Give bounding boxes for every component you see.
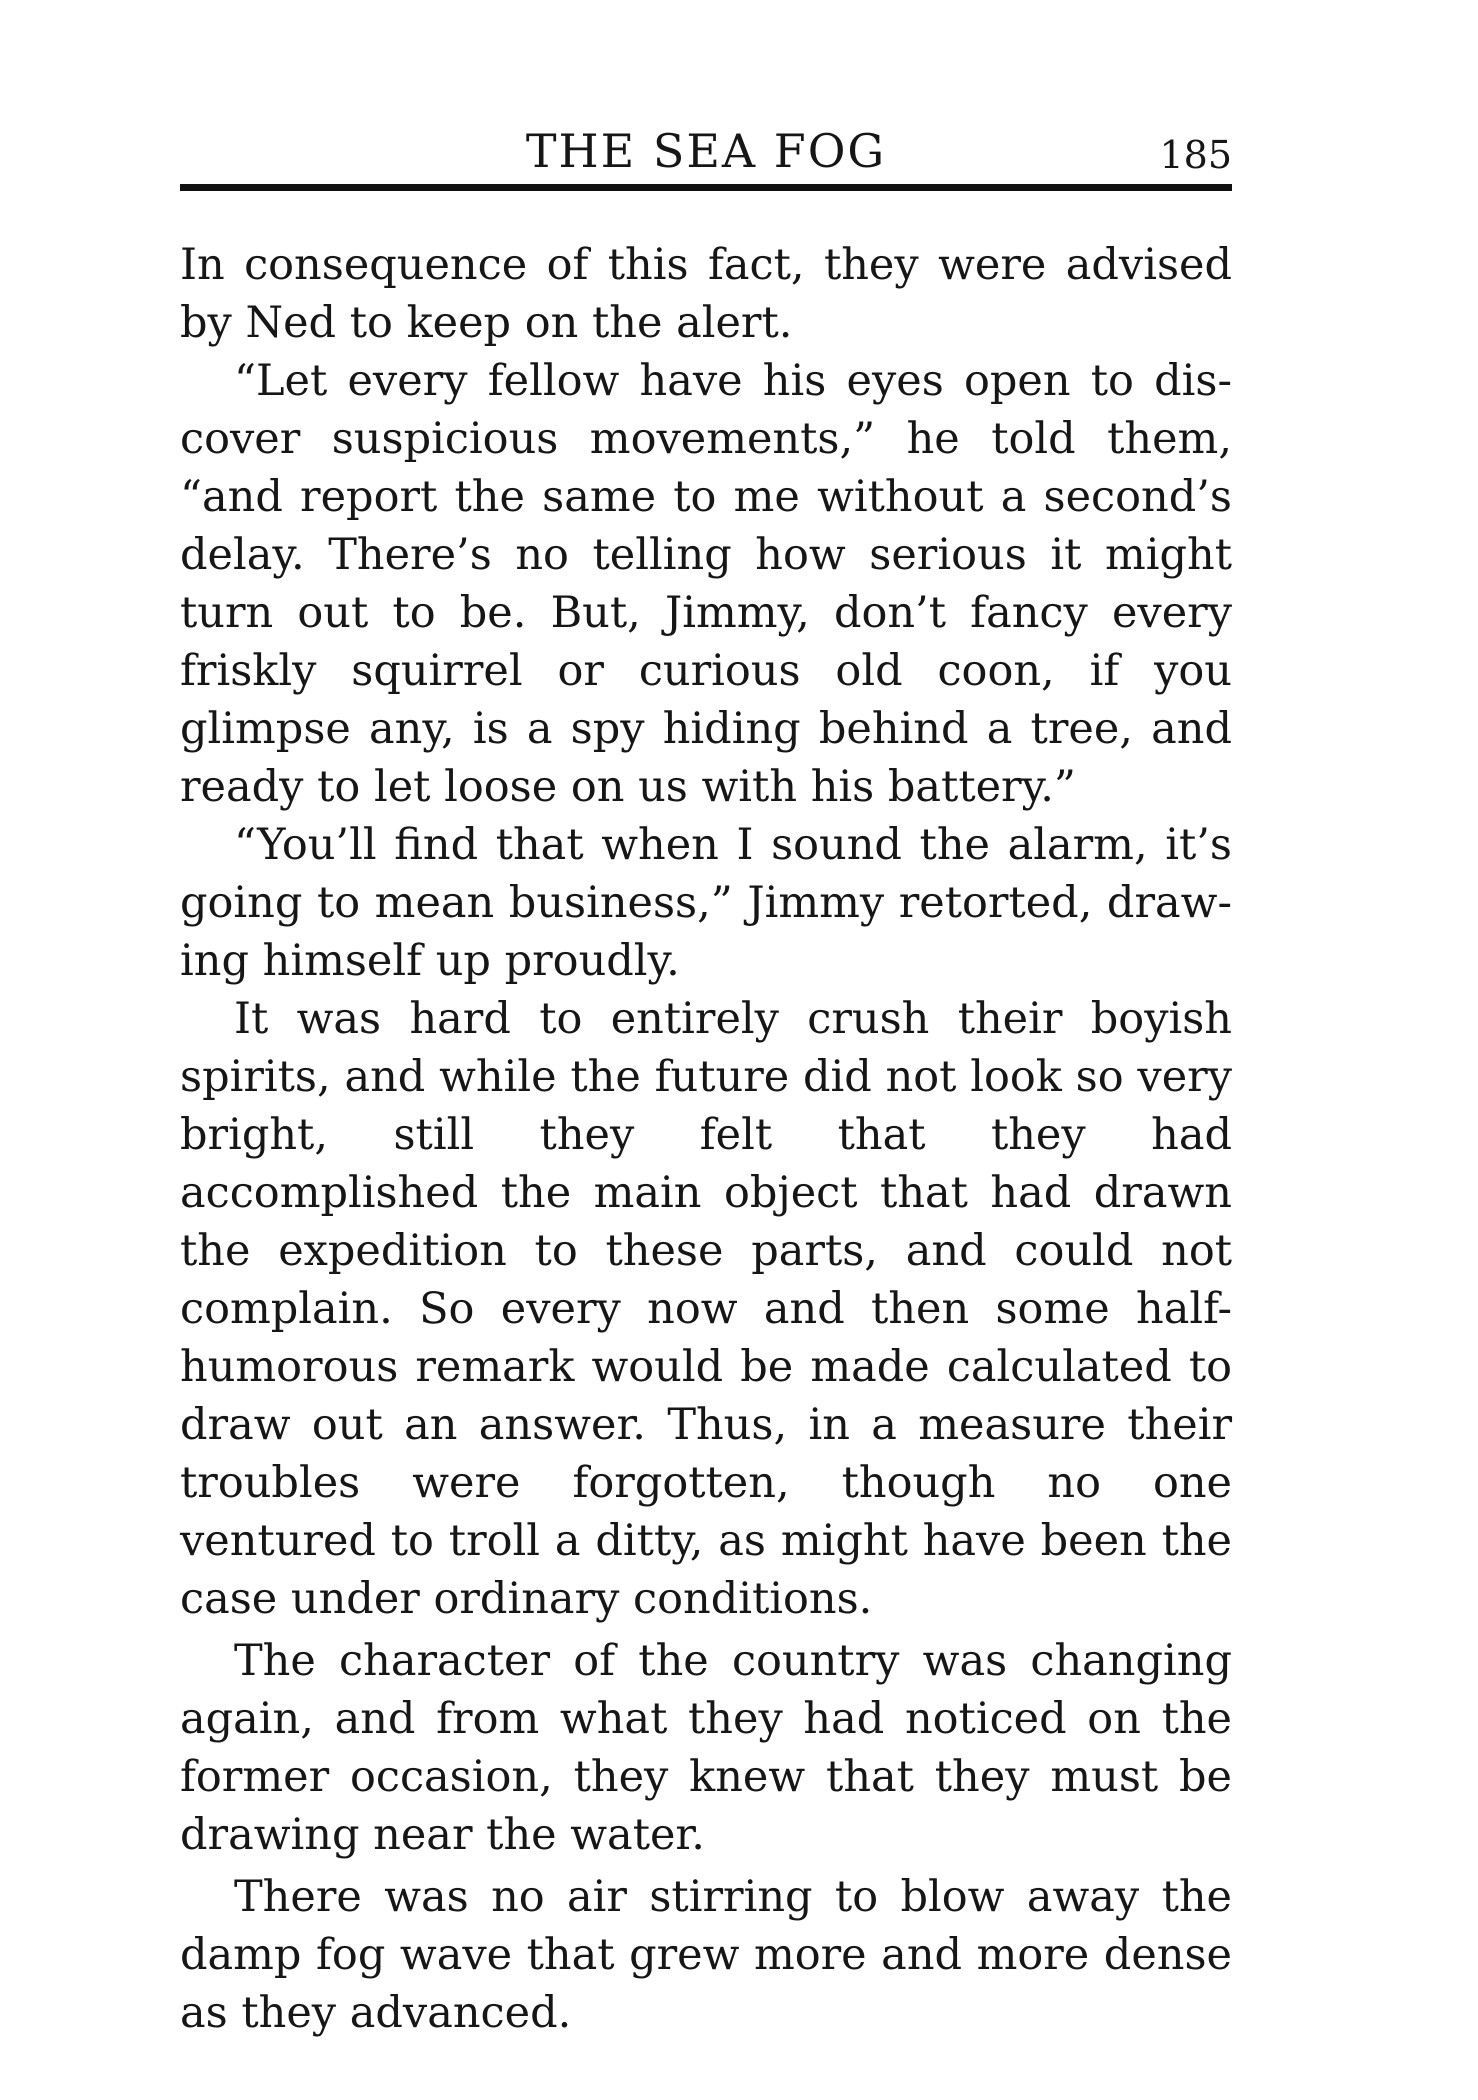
paragraph: There was no air stirring to blow away the damp fog wave that grew more and more dense as they advanced.: [180, 1872, 1232, 2038]
paragraph: It was hard to entirely crush their boyish spirits, and while the future did not look so very bright, still they felt that they had accomplished the main object that had drawn the expedition to these parts, and could not complain. So every now and then some half-humorous remark would be made calculated to draw out an answer. Thus, in a measure their troubles were forgotten, though no one ventured to troll a ditty, as might have been the case under ordinary conditions.: [180, 994, 1232, 1624]
paragraph: “You’ll find that when I sound the alarm, it’s going to mean business,” Jimmy retorted, draw-ing himself up proudly.: [180, 820, 1232, 986]
paragraph: In consequence of this fact, they were advised by Ned to keep on the alert.: [180, 240, 1232, 348]
paragraph: “Let every fellow have his eyes open to dis-cover suspicious movements,” he told them, “and report the same to me without a second’s delay. There’s no telling how serious it might turn out to be. But, Jimmy, don’t fancy every friskly squirrel or curious old coon, if you glimpse any, is a spy hiding behind a tree, and ready to let loose on us with his battery.”: [180, 356, 1232, 812]
body-text: [180, 236, 1232, 2042]
running-title: THE SEA FOG: [525, 124, 887, 178]
header-rule: [180, 184, 1232, 191]
paragraph: The character of the country was changing again, and from what they had noticed on the former occasion, they knew that they must be drawing near the water.: [180, 1636, 1232, 1860]
page-number: 185: [1159, 133, 1232, 177]
